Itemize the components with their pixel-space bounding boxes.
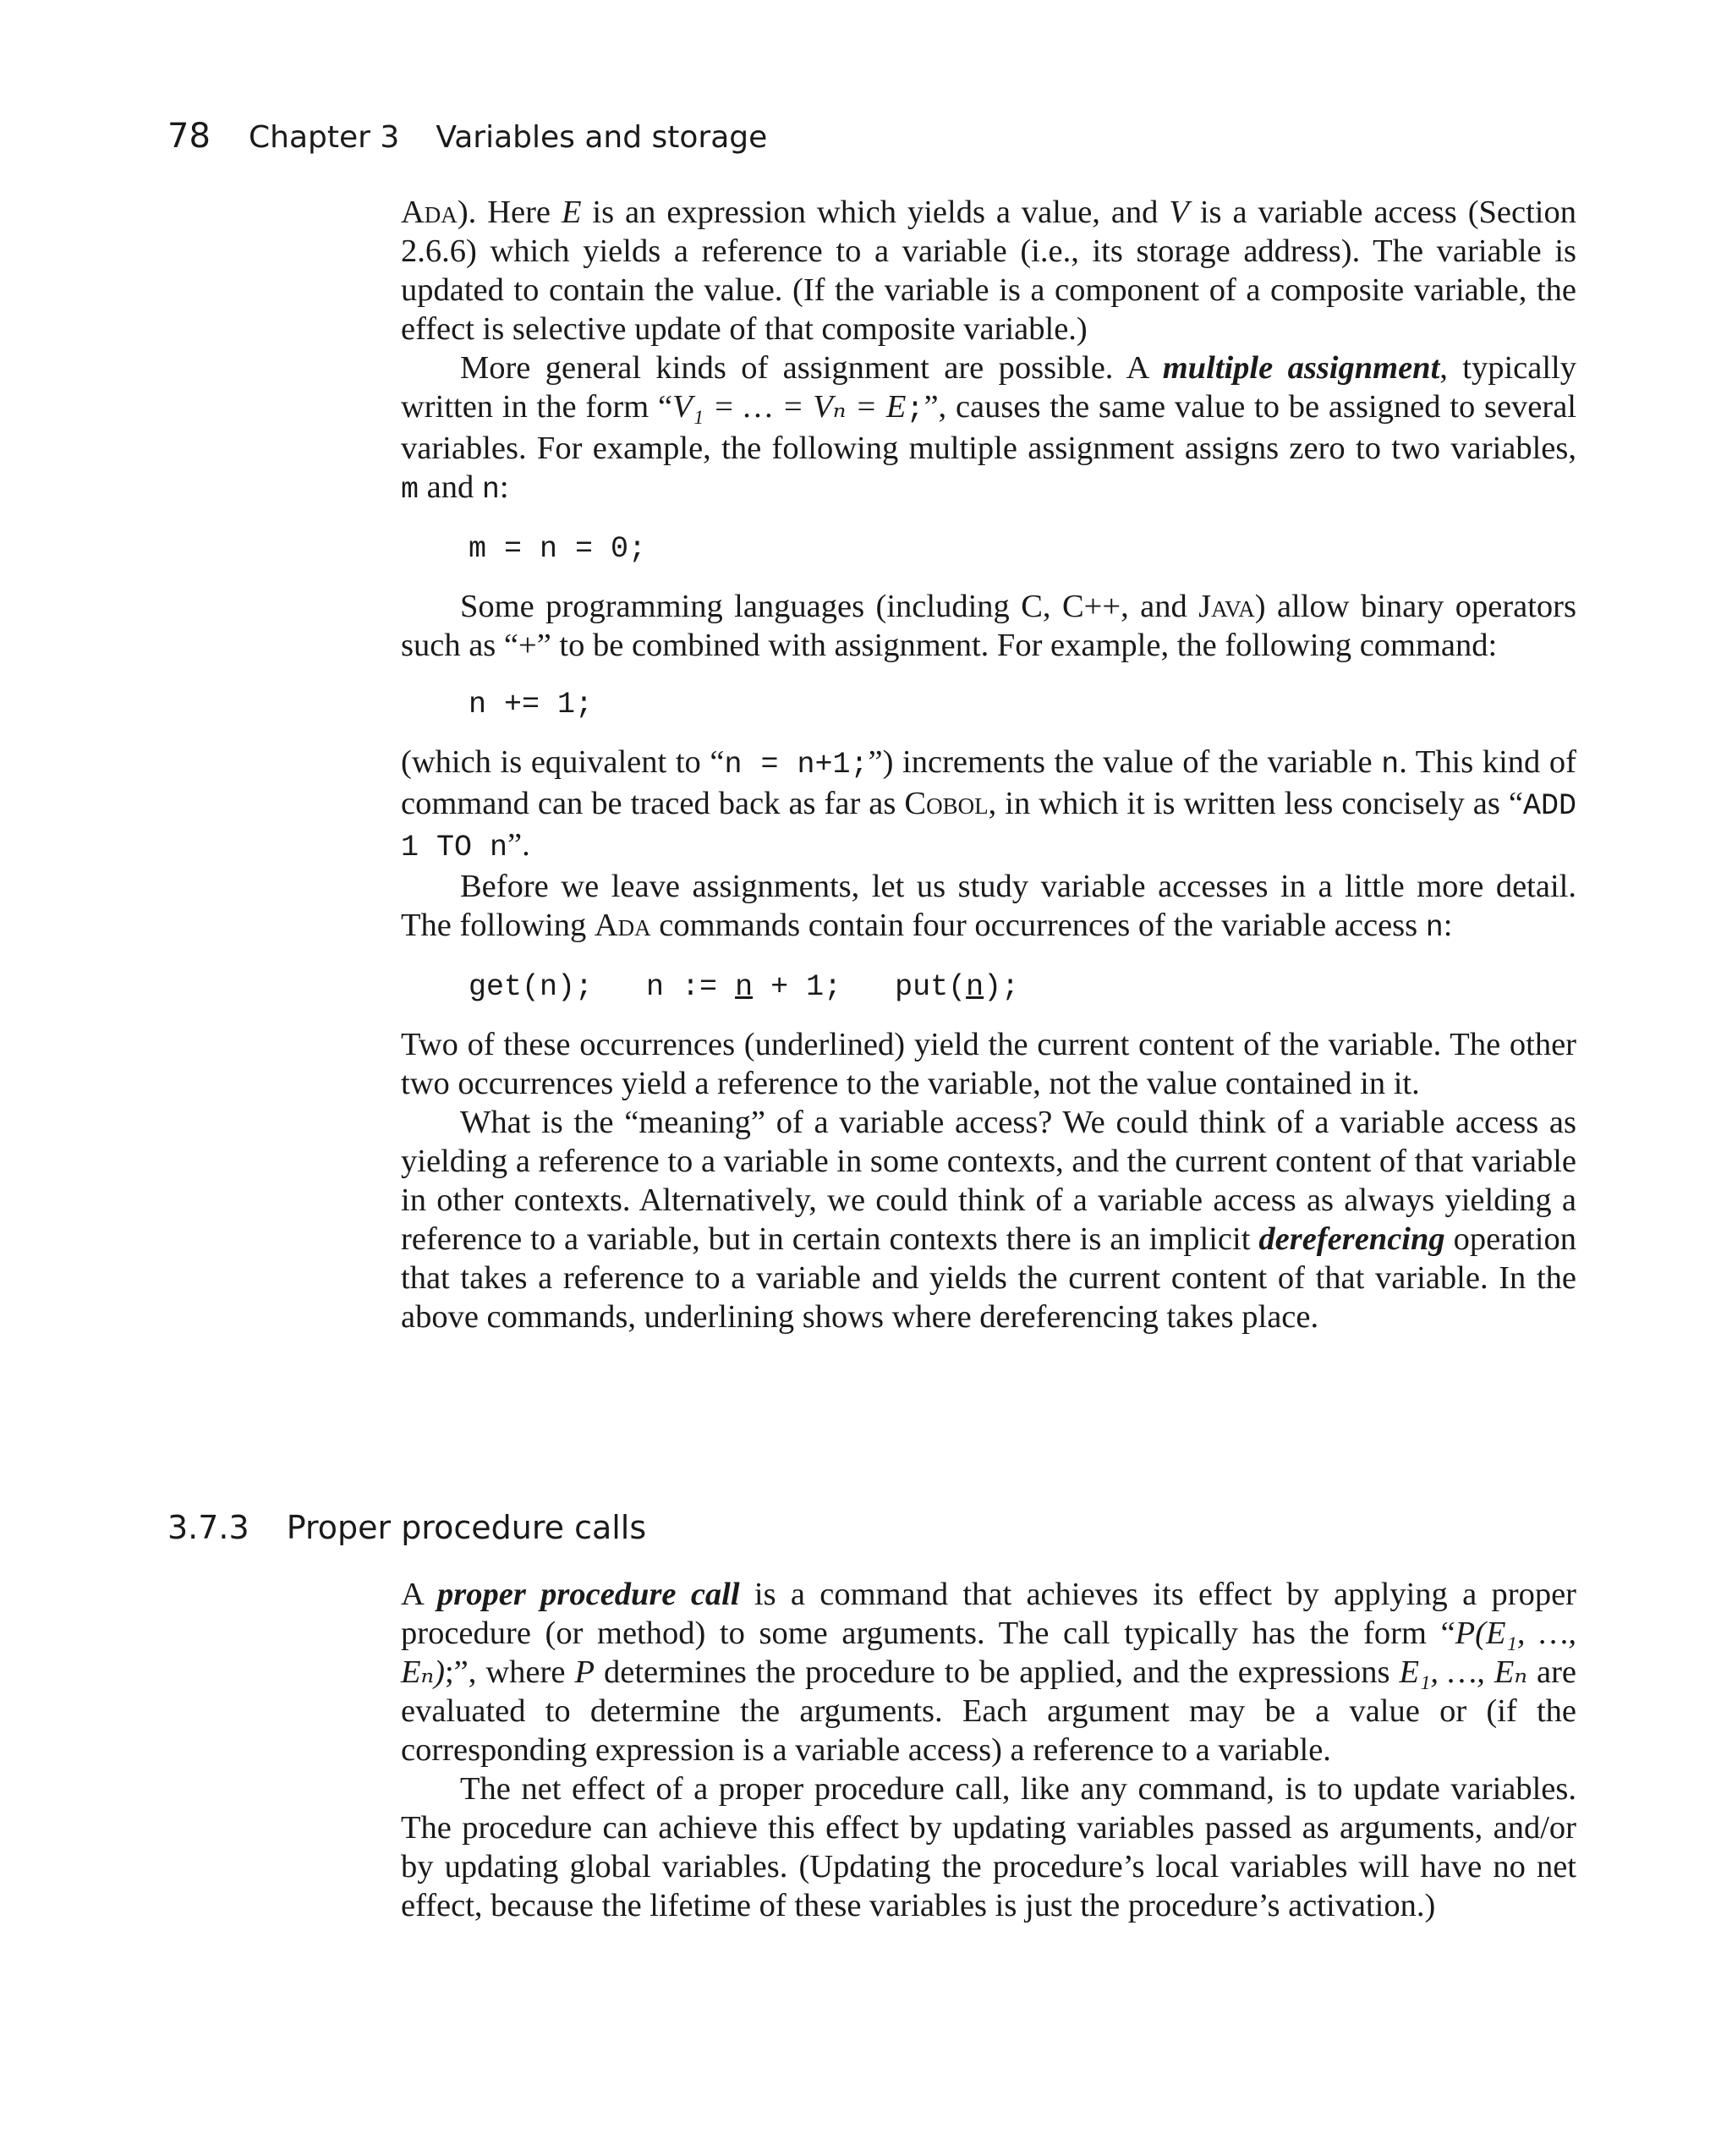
code-block-1: m = n = 0; [469,532,647,566]
section-title: Proper procedure calls [286,1509,647,1546]
paragraph-7: What is the “meaning” of a variable access? We could think of a variable access as yielding a reference to a variable in some contexts, and the current content of that variable in other contexts. Alternatively, we could think of a variable access as always yielding a reference to a variable, but in certain contexts there is an implicit dereferencing operation that takes a reference to a variable and yields the current content of that variable. In the above commands, underlining shows where dereferencing takes place. [401,1105,1577,1335]
paragraph-4: (which is equivalent to “n = n+1;”) increments the value of the variable n. This kind of command can be traced back as far as Cobol, in which it is written less concisely as “ADD 1 TO n”. [401,744,1576,864]
paragraph-5: Before we leave assignments, let us study variable accesses in a little more detail. The following Ada commands contain four occurrences of the variable access n: [401,869,1576,945]
section-heading [167,1509,646,1546]
term-proper-procedure-call: proper procedure call [437,1577,740,1612]
ada-name: Ada [401,195,458,230]
term-multiple-assignment: multiple assignment [1162,350,1440,386]
paragraph-1: Ada). Here E is an expression which yields a value, and V is a variable access (Section 2.6.6) which yields a reference to a variable (i.e., its storage address). The variable is updated to contain the value. (If the variable is a component of a composite variable, the effect is selective update of that composite variable.) [401,195,1577,347]
section-text [401,1575,1576,1925]
chapter-title: Variables and storage [436,120,768,155]
code-block-2: n += 1; [469,688,594,721]
paragraph-2: More general kinds of assignment are possible. A multiple assignment, typically written in the form “V₁ = … = Vₙ = E;”, causes the same value to be assigned to several variables. For example, the following multiple assignment assigns zero to two variables, m and n: [401,350,1577,507]
page-number: 78 [167,117,211,156]
section-number: 3.7.3 [167,1509,249,1546]
main-text [401,193,1576,1336]
running-header [167,117,767,156]
paragraph-8: A proper procedure call is a command that achieves its effect by applying a proper procedure (or method) to some arguments. The call typically has the form “P(E₁, …, Eₙ);”, where P determines the procedure to be applied, and the expressions E₁, …, Eₙ are evaluated to determine the arguments. Each argument may be a value or (if the corresponding expression is a variable access) a reference to a variable. [401,1577,1576,1768]
paragraph-9: The net effect of a proper procedure call, like any command, is to update variables. The procedure can achieve this effect by updating variables passed as arguments, and/or by updating global variables. (Updating the procedure’s local variables will have no net effect, because the lifetime of these variables is just the procedure’s activation.) [401,1771,1576,1923]
formula: V₁ = … = Vₙ = E [672,389,907,425]
paragraph-3: Some programming languages (including C, C++, and Java) allow binary operators such as “+” to be combined with assignment. For example, the following command: [401,589,1576,663]
term-dereferencing: dereferencing [1258,1221,1445,1257]
chapter-label: Chapter 3 [249,120,400,155]
code-block-3: get(n); n := n + 1; put(n); [469,970,1020,1004]
paragraph-6: Two of these occurrences (underlined) yield the current content of the variable. The other two occurrences yield a reference to the variable, not the value contained in it. [401,1027,1576,1101]
